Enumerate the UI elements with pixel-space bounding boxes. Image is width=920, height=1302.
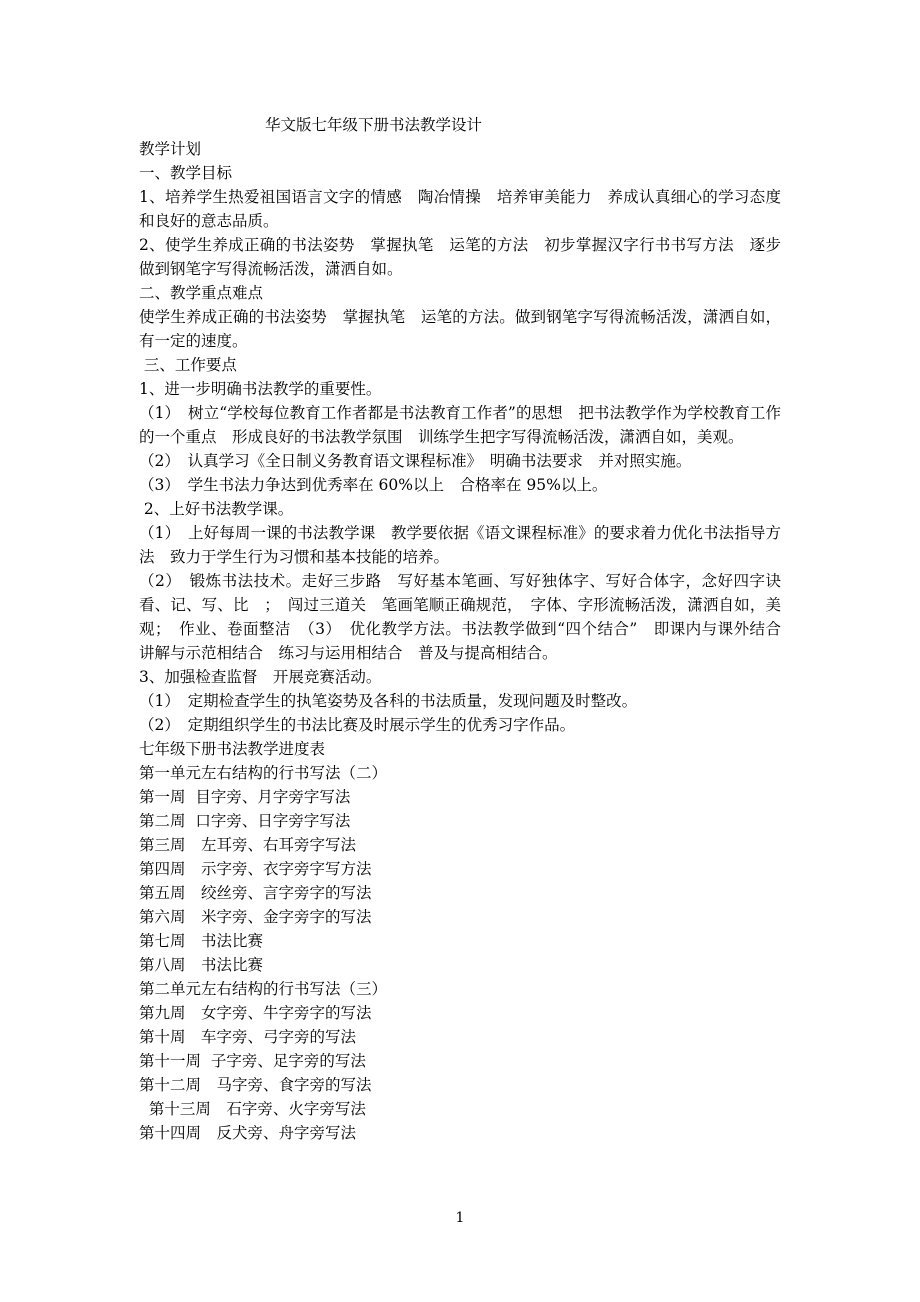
paragraph: （2） 定期组织学生的书法比赛及时展示学生的优秀习字作品。 [139,716,576,734]
schedule-item: 第九周 女字旁、牛字旁字的写法 [139,1004,372,1022]
page-number: 1 [455,1210,465,1226]
schedule-item: 第七周 书法比赛 [139,932,264,950]
paragraph: 使学生养成正确的书法姿势 掌握执笔 运笔的方法。做到钢笔字写得流畅活泼，潇洒自如，有一定的速度。 [139,308,781,350]
schedule-item: 第八周 书法比赛 [139,956,264,974]
schedule-item: 第五周 绞丝旁、言字旁字的写法 [139,884,372,902]
paragraph: 3、加强检查监督 开展竞赛活动。 [139,668,382,686]
document-title: 华文版七年级下册书法教学设计 [265,116,483,134]
section-heading: 二、教学重点难点 [139,284,264,302]
schedule-item: 第十二周 马字旁、食字旁的写法 [139,1076,372,1094]
paragraph: （2） 认真学习《全日制义务教育语文课程标准》 明确书法要求 并对照实施。 [139,452,692,470]
schedule-item: 第六周 米字旁、金字旁字的写法 [139,908,372,926]
paragraph: （1） 上好每周一课的书法教学课 教学要依据《语文课程标准》的要求着力优化书法指导方法 致力于学生行为习惯和基本技能的培养。 [139,524,781,566]
paragraph: （1） 定期检查学生的执笔姿势及各科的书法质量，发现问题及时整改。 [139,692,638,710]
schedule-item: 第十三周 石字旁、火字旁写法 [139,1100,366,1118]
paragraph: （2） 锻炼书法技术。走好三步路 写好基本笔画、写好独体字、写好合体字，念好四字诀 看、记、写、比 ； 闯过三道关 笔画笔顺正确规范， 字体、字形流畅活泼，潇洒自如，美观； 作业、卷面整洁 （3） 优化教学方法。书法教学做到“四个结合” 即课内与课外结合 讲解与示范相结合 练习与运用相结合 普及与提高相结合。 [139,572,797,662]
schedule-item: 第二周 口字旁、日字旁字写法 [139,812,351,830]
paragraph: （1） 树立“学校每位教育工作者都是书法教育工作者”的思想 把书法教学作为学校教育工作的一个重点 形成良好的书法教学氛围 训练学生把字写得流畅活泼，潇洒自如，美观。 [139,404,781,446]
unit-heading: 第一单元左右结构的行书写法（二） [139,764,388,782]
schedule-item: 第一周 目字旁、月字旁字写法 [139,788,351,806]
schedule-item: 第十一周 子字旁、足字旁的写法 [139,1052,366,1070]
paragraph: （3） 学生书法力争达到优秀率在 60%以上 合格率在 95%以上。 [139,476,608,494]
unit-heading: 第二单元左右结构的行书写法（三） [139,980,388,998]
section-heading: 教学计划 [139,140,202,158]
paragraph: 1、进一步明确书法教学的重要性。 [139,380,382,398]
schedule-item: 第三周 左耳旁、右耳旁字写法 [139,836,357,854]
paragraph: 2、上好书法教学课。 [139,500,294,518]
schedule-title: 七年级下册书法教学进度表 [139,740,326,758]
schedule-item: 第四周 示字旁、衣字旁字写方法 [139,860,372,878]
paragraph: 1、培养学生热爱祖国语言文字的情感 陶冶情操 培养审美能力 养成认真细心的学习态度和良好的意志品质。 [139,188,781,230]
paragraph: 2、使学生养成正确的书法姿势 掌握执笔 运笔的方法 初步掌握汉字行书书写方法 逐步做到钢笔字写得流畅活泼，潇洒自如。 [139,236,781,278]
document-body [139,113,797,1145]
section-heading: 一、教学目标 [139,164,233,182]
schedule-item: 第十四周 反犬旁、舟字旁写法 [139,1124,357,1142]
schedule-item: 第十周 车字旁、弓字旁的写法 [139,1028,357,1046]
section-heading: 三、工作要点 [139,356,237,374]
